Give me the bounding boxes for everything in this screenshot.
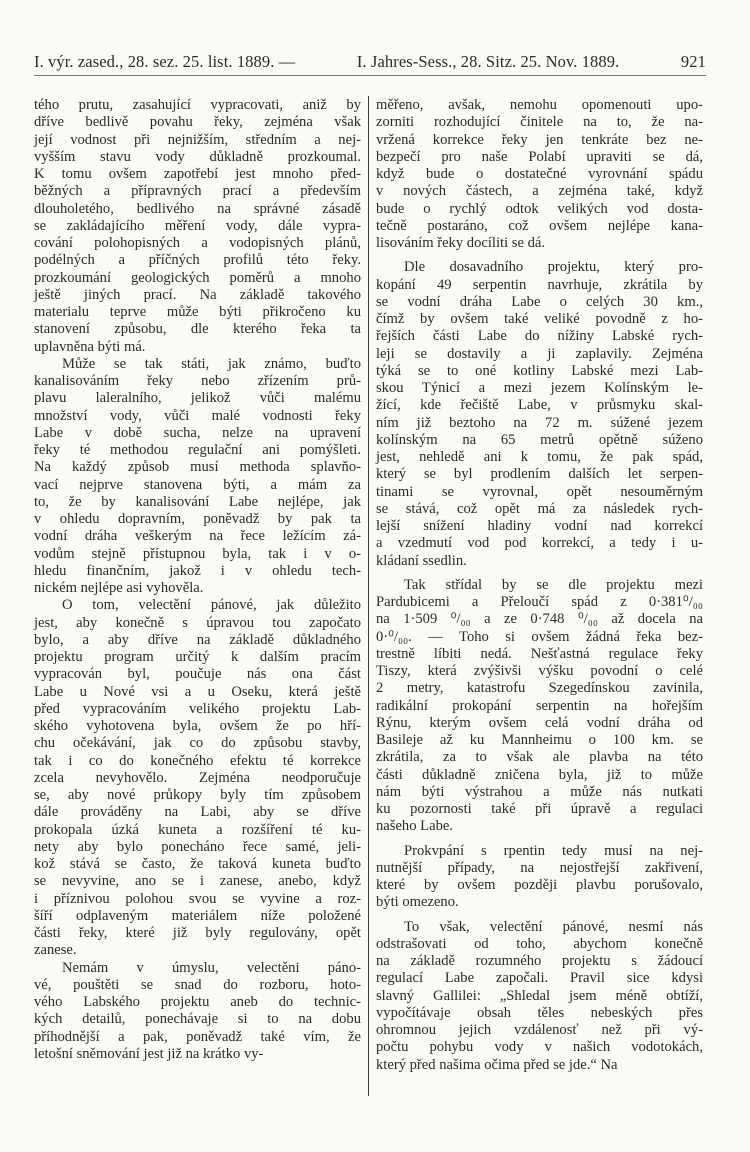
text-line: ním již beztoho na 72 m. súžené jezem: [376, 414, 703, 431]
text-line: Může se tak státi, jak známo, buďto: [62, 355, 361, 372]
text-line: na základě rozumného projektu s žádoucí: [376, 953, 703, 969]
paragraph: [376, 577, 703, 836]
text-line: Labe v době sucha, nelze na upravení: [34, 424, 361, 441]
text-line: skou Týnicí a mezi jezem Kolínským le-: [376, 380, 703, 396]
text-line: počtu pohybu vody v našich vodotokách,: [376, 1039, 703, 1056]
paragraph: [34, 597, 361, 959]
text-line: tak i co do konečného efektu té korrekce: [34, 752, 361, 769]
text-line: lisováním řeky docíliti se dá.: [376, 235, 546, 251]
text-line: jest, nehledě ani k tomu, že pak spád,: [376, 449, 703, 465]
text-line: stanovení způsobu, dle kterého řeka ta: [34, 321, 361, 338]
text-line: a vzedmutí vod pod korrekcí, a tedy i u-: [376, 535, 703, 552]
paragraph-gap: [376, 252, 703, 259]
text-line: 2 metry, katastrofu Szegedínskou zavinila,: [376, 680, 703, 697]
right-column: [376, 97, 703, 1074]
text-line: tého prutu, zasahující vypracovati, aniž by: [34, 97, 361, 113]
text-line: kopání 49 serpentin navrhuje, zkrátila by: [376, 276, 703, 293]
text-line: kolínským na 65 metrů opětně súženo: [376, 431, 703, 448]
text-line: její vodnost při nejnižším, středním a nej-: [34, 131, 361, 148]
text-line: radikální prokopání serpentin na hořejším: [376, 697, 703, 714]
left-column: [34, 97, 361, 1063]
paragraph: [34, 97, 361, 356]
running-head: [34, 52, 706, 72]
paragraph: [376, 919, 703, 1074]
paragraph-gap: [376, 570, 703, 577]
text-line: zkrátila, za to však ale plavba na této: [376, 749, 703, 766]
text-line: ku pozornosti také při úpravě a regulaci: [376, 801, 703, 817]
text-line: se, aby nové průkopy byly tím způsobem: [34, 787, 361, 803]
text-line: bude o rychlý odtok velikých vod dosta-: [376, 200, 703, 217]
text-line: dříve bedlivě povahu řeky, zejména však: [34, 114, 361, 131]
text-line: leji se dostavily a ji zaplavily. Zejména: [376, 345, 703, 362]
text-line: ohromnou jejich vzdálenosť než při vý-: [376, 1022, 703, 1038]
text-line: vodům stejně přístupnou byla, tak i v o-: [34, 545, 361, 562]
text-line: kanalisováním řeky nebo zřízením prů-: [34, 373, 361, 389]
text-line: vodní dráha veškerým na řece ležícím zá-: [34, 528, 361, 545]
text-line: trestně líbiti nedá. Nešťastná regulace řeky: [376, 645, 703, 662]
text-line: Dle dosavadního projektu, který pro-: [404, 259, 703, 276]
text-line: vého Labského projektu aneb do technic-: [34, 994, 361, 1010]
text-line: Nemám v úmyslu, velectěni páno-: [62, 959, 361, 976]
text-line: se zakládajícího měření vody, dále vypra-: [34, 217, 361, 234]
paragraph: [376, 259, 703, 570]
text-line: kládaní ssedlin.: [376, 552, 467, 569]
text-line: před vypracováním velikého projektu Lab-: [34, 700, 361, 717]
text-line: vací nejprve stanovena býti, a mám za: [34, 476, 361, 493]
paragraph: [34, 356, 361, 598]
text-line: chu očekávání, jak co do způsobu stavby,: [34, 735, 361, 752]
text-line: tinami se vyrovnal, opět nesouměrným: [376, 483, 703, 500]
paragraph-gap: [376, 912, 703, 919]
text-line: K tomu ovšem zapotřebí jest mnoho před-: [34, 166, 361, 182]
text-line: to, že by kanalisování Labe nejlépe, jak: [34, 493, 361, 510]
text-line: jest, aby konečně s úpravou tou započato: [34, 614, 361, 631]
text-line: odstrašovati od toho, abychom konečně: [376, 935, 703, 952]
text-line: běžných a přípravných prací a především: [34, 183, 361, 200]
paragraph: [376, 843, 703, 912]
text-line: v nových částech, a zejména také, když: [376, 183, 703, 200]
column-divider: [368, 96, 369, 1096]
text-line: O tom, velectění pánové, jak důležito: [62, 597, 361, 614]
text-line: prokopala úzká kuneta a rozšíření té ku-: [34, 821, 361, 838]
text-line: materialu teprve může býti přikročeno ku: [34, 304, 361, 320]
text-line: Prokvpání s rpentin tedy musí na nej-: [404, 842, 703, 859]
text-line: Basileje až ku Mannheimu o 100 km. se: [376, 732, 703, 748]
text-line: i příznivou polohou svou se vyvine a roz-: [34, 890, 361, 907]
text-line: To však, velectění pánové, nesmí nás: [404, 918, 703, 935]
text-line: prozkoumání geologických poměrů a mnoho: [34, 269, 361, 286]
paragraph: [34, 960, 361, 1064]
text-line: vypočítávaje obsah těles nebeských přes: [376, 1004, 703, 1021]
text-line: ského vyhotovena byla, ovšem že po hří-: [34, 718, 361, 734]
text-line: se vodní dráha Labe o celých 30 km.,: [376, 293, 703, 310]
header-czech: I. výr. zased., 28. sez. 25. list. 1889. —: [34, 52, 296, 71]
text-line: vyšším stavu vody důkladně prozkoumal.: [34, 148, 361, 165]
text-line: slavný Gallilei: „Shledal jsem méně obtíží,: [376, 987, 703, 1004]
text-line: ještě jiných prací. Na základě takového: [34, 286, 361, 303]
text-line: regulací Labe započali. Pravil sice kdysi: [376, 970, 703, 987]
text-line: který před našima očima před se jde.“ Na: [376, 1056, 618, 1073]
text-line: zanese.: [34, 942, 77, 959]
text-line: části řeky, které již byly regulovány, opět: [34, 925, 361, 941]
text-line: tečně postaráno, což ovšem nejlépe kana-: [376, 217, 703, 234]
text-line: příhodnější a pak, poněvadž také vím, že: [34, 1028, 361, 1045]
text-line: zcela nevyhovělo. Zejména neodporučuje: [34, 769, 361, 786]
text-line: kých detailů, ponechávaje si to na dobu: [34, 1011, 361, 1028]
text-line: 0·⁰/₀₀. — Toho si ovšem žádná řeka bez-: [376, 628, 703, 645]
text-line: žící, kde řečiště Labe, v průsmyku skal-: [376, 397, 703, 414]
text-line: plavu laleralního, jelikož vůči malému: [34, 390, 361, 407]
text-line: nám býti výstrahou a může nás nutkati: [376, 783, 703, 800]
text-line: Na každý způsob musí methoda splavňo-: [34, 459, 361, 476]
text-line: v ohledu dopravním, poněvadž by pak ta: [34, 511, 361, 527]
text-line: dlouholetého, bedlivého na správné zásadě: [34, 200, 361, 217]
text-line: nutnější případy, na nejostřejší zakřivení,: [376, 859, 703, 876]
text-line: dále prováděny na Labi, aby se dříve: [34, 804, 361, 821]
text-line: když bude o dostatečné vyrovnání spádu: [376, 166, 703, 182]
text-line: uplavněna býti má.: [34, 338, 146, 355]
text-line: řejších části Labe do nížiny Labské rych-: [376, 328, 703, 345]
text-line: bezpečí pro naše Polabí upraviti se dá,: [376, 148, 703, 165]
text-line: nickém nejlépe asi vyhověla.: [34, 580, 204, 596]
text-line: podélných a příčných profilů této řeky.: [34, 252, 361, 269]
page-number: 921: [680, 52, 706, 71]
text-line: čímž by ovšem také veliké povodně z ho-: [376, 311, 703, 327]
text-line: Tiszy, která zvýšivši výšku povodní o celé: [376, 663, 703, 679]
text-line: zorniti rozhodující činitele na to, že na-: [376, 114, 703, 131]
text-line: vé, pouštěti se snad do rozboru, hoto-: [34, 976, 361, 993]
paragraph: [376, 97, 703, 252]
paragraph-gap: [376, 836, 703, 843]
text-line: měřeno, avšak, nemohu opomenouti upo-: [376, 97, 703, 113]
text-line: Rýnu, kterým ovšem celá vodní dráha od: [376, 714, 703, 731]
text-line: se stává, což opět má za následek rych-: [376, 500, 703, 517]
text-line: se nevyvine, ano se i zanese, anebo, když: [34, 873, 361, 890]
text-line: nety aby bylo ponecháno řece samé, jeli-: [34, 838, 361, 855]
text-line: projektu program určitý k dalším pracím: [34, 649, 361, 665]
text-line: části důkladně zničena byla, již to může: [376, 766, 703, 783]
text-line: hledu finančním, jakož i v ohledu tech-: [34, 562, 361, 579]
text-line: řeky té methodou regulační ani pomýšleti.: [34, 442, 361, 458]
text-line: Tak střídal by se dle projektu mezi: [404, 576, 703, 593]
text-line: vržená korrekce řeky jen tenkráte bez ne-: [376, 131, 703, 148]
text-line: na 1·509 ⁰/₀₀ a ze 0·748 ⁰/₀₀ až docela na: [376, 611, 703, 628]
text-line: množství vody, vůči malé vodnosti řeky: [34, 407, 361, 424]
text-line: lejší snížení hladiny vodní nad korrekcí: [376, 518, 703, 534]
text-line: kož stává se často, že taková kuneta buďto: [34, 856, 361, 872]
header-german: I. Jahres-Sess., 28. Sitz. 25. Nov. 1889.: [356, 52, 620, 71]
text-line: našeho Labe.: [376, 818, 453, 835]
text-line: cování polohopisných a vodopisných plánů,: [34, 235, 361, 251]
text-line: které by ovšem později plavbu porušovalo,: [376, 877, 703, 893]
text-line: letošní sněmování jest již na krátko vy-: [34, 1045, 264, 1062]
text-line: týká se to oné kotliny Labské mezi Lab-: [376, 362, 703, 379]
header-rule: [34, 75, 706, 76]
text-line: Pardubicemi a Přeloučí spád z 0·381⁰/₀₀: [376, 594, 703, 610]
text-line: vypracován byl, poučuje nás ona část: [34, 666, 361, 683]
text-line: který se byl prodlením dalších let serpen-: [376, 466, 703, 483]
text-line: Labe u Nové vsi a u Oseku, která ještě: [34, 683, 361, 700]
text-line: býti omezeno.: [376, 894, 459, 911]
text-line: šíří odplaveným materiálem níže položené: [34, 907, 361, 924]
text-line: bylo, a aby dříve na základě důkladného: [34, 631, 361, 648]
